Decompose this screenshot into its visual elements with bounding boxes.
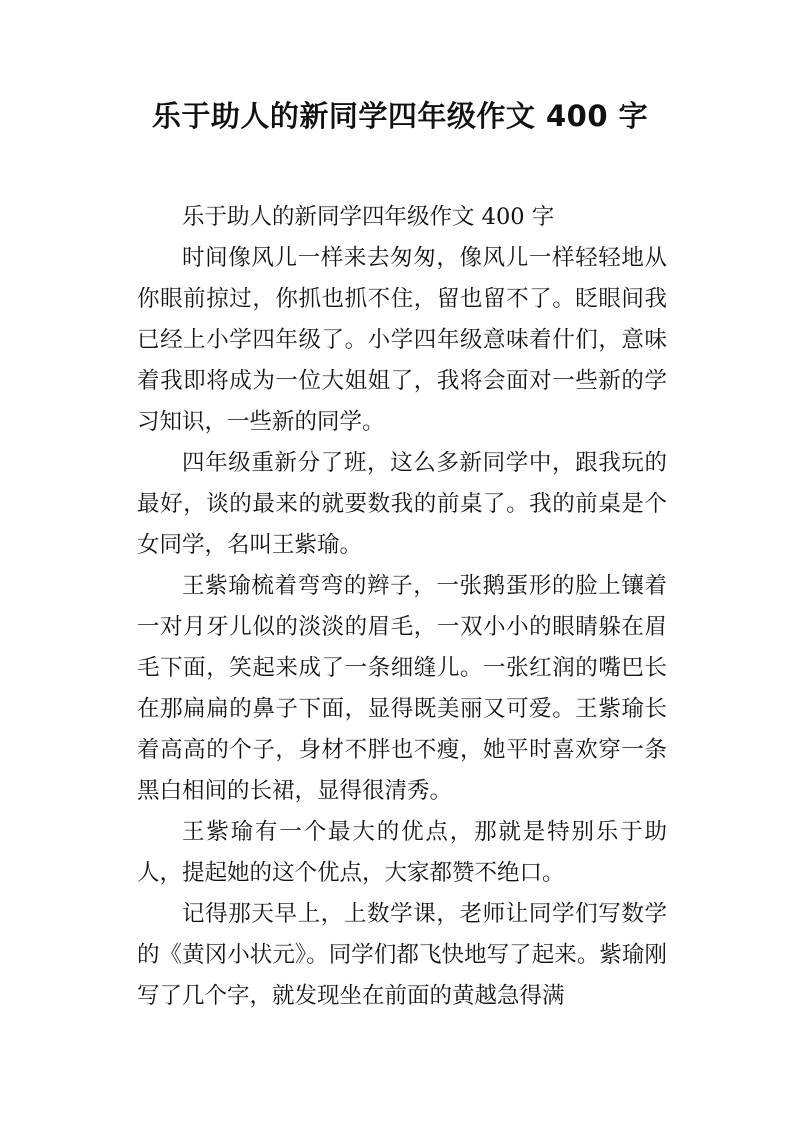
document-title: 乐于助人的新同学四年级作文 400 字 xyxy=(151,99,649,133)
paragraph: 王紫瑜有一个最大的优点，那就是特别乐于助人，提起她的这个优点，大家都赞不绝口。 xyxy=(137,819,667,886)
document-body xyxy=(137,197,667,1017)
document-subtitle: 乐于助人的新同学四年级作文 400 字 xyxy=(182,204,555,230)
paragraph: 记得那天早上，上数学课，老师让同学们写数学的《黄冈小状元》。同学们都飞快地写了起来。紫瑜刚写了几个字，就发现坐在前面的黄越急得满 xyxy=(137,901,667,1009)
paragraph: 时间像风儿一样来去匆匆，像风儿一样轻轻地从你眼前掠过，你抓也抓不住，留也留不了。眨眼间我已经上小学四年级了。小学四年级意味着什们，意味着我即将成为一位大姐姐了，我将会面对一些新的学习知识，一些新的同学。 xyxy=(137,245,667,435)
paragraph: 王紫瑜梳着弯弯的辫子，一张鹅蛋形的脸上镶着一对月牙儿似的淡淡的眉毛，一双小小的眼睛躲在眉毛下面，笑起来成了一条细缝儿。一张红润的嘴巴长在那扁扁的鼻子下面，显得既美丽又可爱。王紫瑜长着高高的个子，身材不胖也不瘦，她平时喜欢穿一条黑白相间的长裙，显得很清秀。 xyxy=(137,573,667,804)
paragraph: 四年级重新分了班，这么多新同学中，跟我玩的最好，谈的最来的就要数我的前桌了。我的前桌是个女同学，名叫王紫瑜。 xyxy=(137,450,667,558)
